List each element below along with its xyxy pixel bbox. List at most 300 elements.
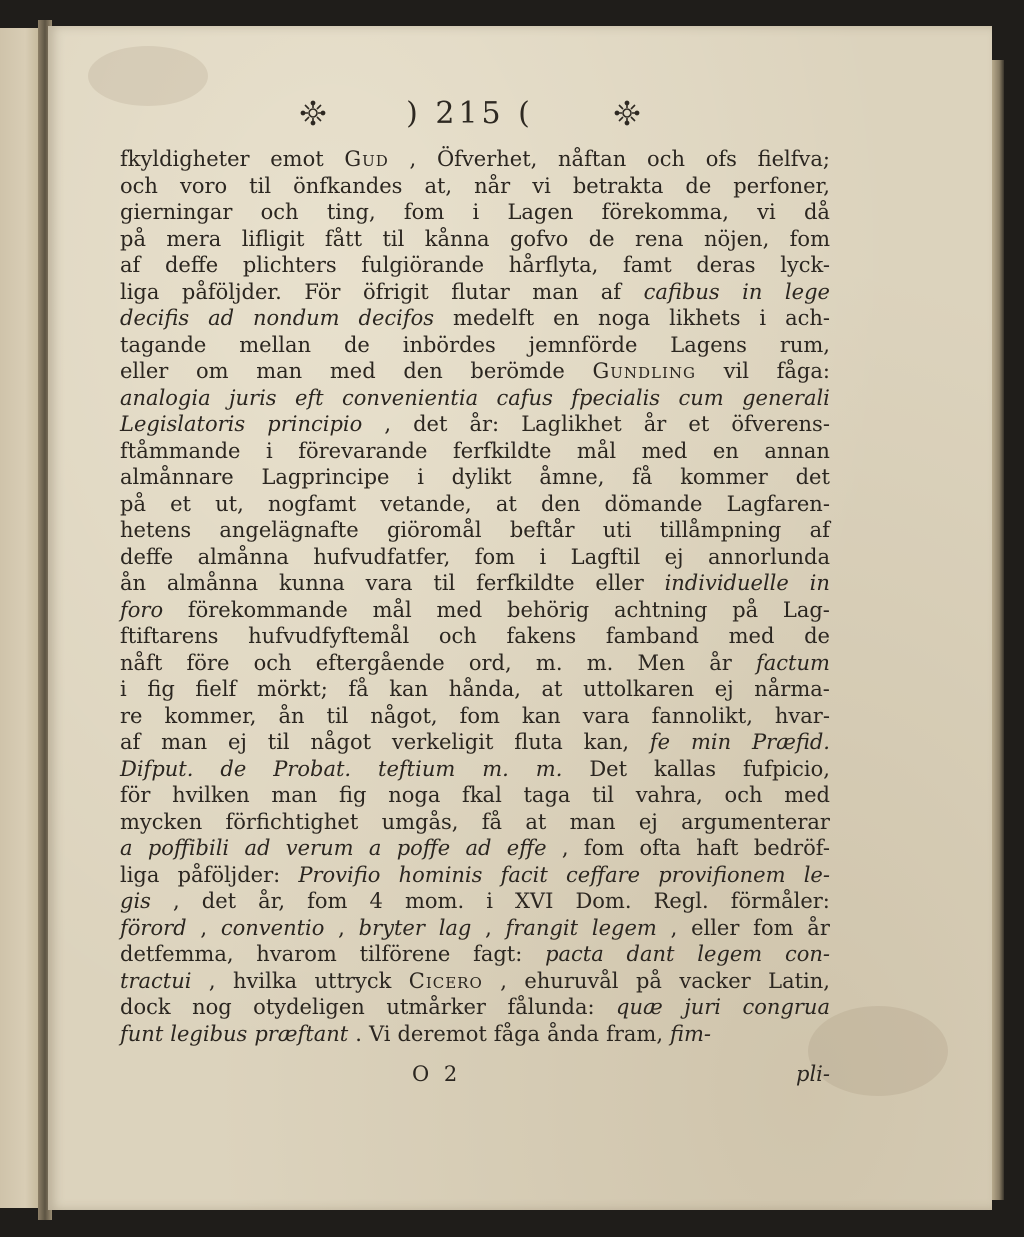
text-word: famt bbox=[623, 253, 672, 277]
text-word: ej bbox=[714, 677, 734, 701]
text-word: foro bbox=[120, 597, 164, 622]
text-word: vetande, bbox=[380, 491, 472, 516]
text-word: lege bbox=[784, 279, 830, 304]
text-word: hårflyta, bbox=[508, 253, 599, 277]
text-line bbox=[120, 782, 830, 809]
text-word: fannolikt, bbox=[651, 703, 753, 728]
text-line bbox=[120, 968, 830, 995]
text-word: ftåmmande bbox=[120, 438, 241, 463]
text-word: ord, bbox=[468, 650, 512, 675]
text-word: fagt: bbox=[473, 942, 523, 966]
text-word: ej bbox=[664, 544, 684, 569]
text-word: med bbox=[784, 783, 830, 807]
text-word: kan bbox=[389, 677, 429, 701]
text-word: legibus bbox=[170, 1021, 248, 1046]
text-word: et bbox=[688, 412, 710, 436]
text-line bbox=[120, 994, 830, 1021]
text-word: ofta bbox=[639, 836, 681, 860]
text-line bbox=[120, 491, 830, 518]
text-word: öfrigit bbox=[362, 279, 429, 304]
text-word: fom bbox=[753, 915, 794, 940]
text-word: juri bbox=[684, 995, 722, 1019]
text-word: mål bbox=[576, 438, 617, 463]
text-word: fe bbox=[649, 730, 671, 754]
text-word: Öfverhet, bbox=[436, 147, 538, 171]
signature-mark: O 2 bbox=[412, 1062, 462, 1086]
text-word: Lagen bbox=[507, 200, 574, 224]
text-word: i bbox=[472, 200, 480, 224]
text-word: Det bbox=[589, 756, 628, 781]
text-word: inbördes bbox=[402, 332, 496, 357]
text-line bbox=[120, 226, 830, 253]
text-word: påföljder: bbox=[177, 862, 281, 887]
text-line bbox=[120, 199, 830, 226]
text-word: Præfid. bbox=[751, 730, 830, 754]
text-word: in bbox=[809, 571, 830, 595]
text-word: och bbox=[438, 624, 477, 648]
text-word: det bbox=[795, 465, 830, 489]
text-word: och bbox=[253, 650, 292, 675]
text-word: Difput. bbox=[120, 756, 194, 781]
text-word: ach- bbox=[785, 306, 830, 330]
text-word: almånna bbox=[197, 544, 289, 569]
text-word: til bbox=[433, 571, 456, 595]
text-word: fom bbox=[307, 889, 348, 913]
text-word: ån bbox=[120, 571, 147, 595]
text-line bbox=[120, 835, 830, 862]
text-word: eftergående bbox=[315, 650, 445, 675]
text-word: utmårker bbox=[386, 995, 486, 1019]
text-word: kunna bbox=[278, 571, 345, 595]
text-word: uttolkaren bbox=[583, 677, 695, 701]
text-word: cum bbox=[678, 385, 724, 410]
text-word: lag bbox=[438, 915, 472, 940]
text-word: liga bbox=[120, 279, 160, 304]
text-word: gofvo bbox=[509, 226, 569, 251]
facing-page-edge bbox=[0, 28, 42, 1208]
text-word: likhets bbox=[669, 306, 741, 330]
text-word: fåga bbox=[493, 1021, 541, 1046]
text-word: Probat. bbox=[273, 756, 352, 781]
text-word: præftant bbox=[254, 1021, 349, 1046]
text-word: , bbox=[173, 889, 180, 913]
text-word: förevarande bbox=[298, 438, 428, 463]
text-word: funt bbox=[120, 1021, 164, 1046]
text-word: a bbox=[368, 836, 382, 860]
text-word: 4 bbox=[369, 889, 383, 913]
text-word: voro bbox=[179, 173, 228, 198]
text-word: , bbox=[200, 915, 208, 940]
text-word: i bbox=[120, 677, 127, 701]
text-word: legem bbox=[591, 915, 657, 940]
text-word: ceffare bbox=[566, 862, 641, 887]
text-word: når bbox=[474, 173, 511, 198]
text-word: factum bbox=[756, 650, 830, 675]
text-word: eller bbox=[120, 359, 169, 383]
text-word: vara bbox=[365, 571, 413, 595]
text-word: at bbox=[495, 491, 517, 516]
text-word: detfemma, bbox=[120, 942, 234, 966]
text-word: con- bbox=[784, 942, 830, 966]
text-line bbox=[120, 729, 830, 756]
text-word: perfoner, bbox=[733, 173, 830, 198]
text-word: , bbox=[409, 147, 417, 171]
text-word: fram, bbox=[606, 1021, 663, 1046]
text-word: m. bbox=[535, 650, 563, 675]
text-word: verkeligit bbox=[391, 730, 494, 754]
ornament-icon bbox=[614, 100, 640, 126]
text-word: achtning bbox=[613, 597, 708, 622]
text-word: principio bbox=[267, 412, 363, 436]
text-word: conventio bbox=[220, 915, 325, 940]
text-word: de bbox=[220, 756, 247, 781]
text-word: le- bbox=[803, 862, 830, 887]
text-word: vi bbox=[757, 200, 776, 224]
text-word: cafus bbox=[496, 385, 553, 410]
paper-stain bbox=[88, 46, 208, 106]
text-word: nöjen, bbox=[703, 226, 770, 251]
text-word: rum, bbox=[779, 332, 830, 357]
text-line bbox=[120, 517, 830, 544]
text-word: behörig bbox=[507, 597, 590, 622]
text-word: annorlunda bbox=[708, 544, 830, 569]
text-word: jemnförde bbox=[528, 332, 638, 357]
text-line bbox=[120, 809, 830, 836]
text-line bbox=[120, 623, 830, 650]
text-word: Lagftil bbox=[570, 544, 641, 569]
text-word: man bbox=[532, 279, 579, 304]
text-word: generali bbox=[742, 385, 830, 410]
text-word: önfkandes bbox=[293, 173, 403, 198]
text-word: giöromål bbox=[386, 518, 482, 542]
text-word: i bbox=[265, 438, 273, 463]
text-word: gis bbox=[120, 889, 151, 913]
text-word: at bbox=[541, 677, 563, 701]
text-word: tilförene bbox=[359, 942, 451, 966]
text-word: dömande bbox=[604, 491, 703, 516]
text-word: almånnare bbox=[120, 465, 234, 489]
text-word: förekomma, bbox=[601, 200, 729, 224]
text-word: mycken bbox=[120, 809, 203, 834]
text-word: de bbox=[588, 226, 615, 251]
text-word: til bbox=[267, 730, 290, 754]
text-word: af bbox=[600, 279, 622, 304]
text-word: på bbox=[732, 597, 759, 622]
text-line bbox=[120, 915, 830, 942]
text-word: i bbox=[417, 465, 424, 489]
text-word: vacker bbox=[679, 968, 751, 993]
text-word: med bbox=[329, 359, 376, 383]
text-line bbox=[120, 703, 830, 730]
text-word: teftium bbox=[378, 756, 456, 781]
text-word: provifionem bbox=[658, 862, 786, 887]
text-word: rena bbox=[635, 226, 684, 251]
text-word: med bbox=[641, 438, 688, 463]
text-word: om bbox=[196, 359, 229, 383]
text-word: decifos bbox=[358, 306, 435, 330]
text-word: få bbox=[632, 465, 653, 489]
text-word: taga bbox=[523, 783, 571, 807]
text-word: det bbox=[413, 412, 448, 436]
text-word: förekommande bbox=[187, 597, 348, 622]
text-word: bryter bbox=[358, 915, 425, 940]
text-word: congrua bbox=[742, 995, 830, 1019]
text-word: til bbox=[592, 783, 614, 807]
text-line bbox=[120, 888, 830, 915]
text-word: effe bbox=[506, 836, 547, 860]
text-word: fluta bbox=[514, 730, 563, 754]
text-line bbox=[120, 756, 830, 783]
text-line bbox=[120, 252, 830, 279]
text-word: nårma- bbox=[754, 677, 830, 701]
text-word: mera bbox=[166, 226, 222, 251]
text-word: kommer bbox=[680, 465, 768, 489]
text-word: deras bbox=[696, 253, 756, 277]
text-line bbox=[120, 146, 830, 173]
text-word: nog bbox=[192, 995, 232, 1019]
text-word: fulgiörande bbox=[361, 253, 485, 277]
text-word: fakens bbox=[506, 624, 577, 648]
text-word: kånna bbox=[424, 226, 490, 251]
text-word: ferfkildte bbox=[452, 438, 552, 463]
text-word: fim- bbox=[670, 1021, 712, 1046]
text-word: hvilka bbox=[233, 968, 298, 993]
text-word: kallas bbox=[654, 756, 716, 781]
text-line bbox=[120, 570, 830, 597]
text-word: medelft bbox=[453, 306, 535, 330]
text-word: , bbox=[208, 968, 216, 993]
text-word: något bbox=[310, 730, 372, 754]
text-word: år bbox=[643, 412, 667, 436]
text-word: eller bbox=[691, 915, 740, 940]
text-word: år, bbox=[258, 889, 286, 913]
text-word: något, bbox=[370, 703, 438, 728]
text-word: eller bbox=[595, 571, 644, 595]
page-footer bbox=[120, 1062, 830, 1090]
text-word: umgås, bbox=[381, 809, 459, 834]
text-word: med bbox=[436, 597, 483, 622]
text-word: til bbox=[249, 173, 272, 198]
text-word: noga bbox=[598, 306, 651, 330]
text-word: Lag- bbox=[782, 597, 830, 622]
text-line bbox=[120, 173, 830, 200]
text-word: mål bbox=[372, 597, 412, 622]
text-word: bedröf- bbox=[753, 836, 830, 860]
text-word: et bbox=[170, 491, 191, 516]
text-word: vil bbox=[723, 359, 749, 383]
text-line bbox=[120, 544, 830, 571]
text-word: För bbox=[304, 279, 341, 304]
text-word: hvilken bbox=[172, 783, 250, 807]
text-word: Men bbox=[637, 650, 685, 675]
text-word: fkal bbox=[462, 783, 502, 807]
text-word: man bbox=[271, 783, 318, 807]
text-word: hvarom bbox=[256, 942, 337, 966]
text-word: , bbox=[384, 412, 392, 436]
text-word: dant bbox=[626, 942, 675, 966]
text-word: kan, bbox=[583, 730, 630, 754]
text-word: på bbox=[120, 226, 146, 251]
catchword: pli- bbox=[796, 1062, 830, 1086]
text-line bbox=[120, 650, 830, 677]
text-word: af bbox=[120, 730, 141, 754]
text-word: fom bbox=[459, 703, 500, 728]
text-word: ting, bbox=[326, 200, 376, 224]
text-word: vi bbox=[532, 173, 551, 198]
text-word: dock bbox=[120, 995, 171, 1019]
text-line bbox=[120, 464, 830, 491]
text-word: år bbox=[709, 650, 732, 675]
text-word: och bbox=[120, 173, 158, 198]
text-word: förmåler: bbox=[730, 889, 830, 913]
text-word: få bbox=[481, 809, 503, 834]
text-word: , bbox=[485, 915, 492, 940]
ornament-icon bbox=[300, 100, 326, 126]
text-word: , bbox=[338, 915, 345, 940]
text-word: mom. bbox=[404, 889, 465, 913]
text-word: i bbox=[486, 889, 493, 913]
text-word: hetens bbox=[120, 518, 192, 542]
text-word: liga bbox=[120, 862, 160, 887]
page-edge bbox=[992, 60, 1004, 1200]
text-word: förord bbox=[120, 915, 187, 940]
text-word: påföljder. bbox=[181, 279, 282, 304]
text-word: fom bbox=[474, 544, 516, 569]
text-word: på bbox=[635, 968, 662, 993]
text-word: i bbox=[759, 306, 767, 330]
text-word: til bbox=[382, 226, 405, 251]
text-word: Provifio bbox=[298, 862, 381, 887]
text-word: legem bbox=[697, 942, 763, 966]
text-word: at bbox=[525, 809, 547, 834]
text-word: Regl. bbox=[653, 889, 709, 913]
text-line bbox=[120, 332, 830, 359]
text-word: uttryck bbox=[314, 968, 392, 993]
text-word: convenientia bbox=[342, 385, 479, 410]
text-word: kan bbox=[521, 703, 561, 728]
text-word: , bbox=[670, 915, 678, 940]
text-word: före bbox=[186, 650, 230, 675]
text-word: analogia bbox=[120, 385, 211, 410]
text-word: fig bbox=[147, 677, 175, 701]
text-word: facit bbox=[500, 862, 548, 887]
text-word: få bbox=[348, 677, 369, 701]
text-word: tillåmpning bbox=[659, 518, 782, 542]
text-word: tagande bbox=[120, 332, 207, 357]
text-word: ej bbox=[638, 809, 658, 834]
text-word: , bbox=[561, 836, 569, 860]
text-word: de bbox=[343, 332, 370, 357]
text-word: fom bbox=[403, 200, 445, 224]
text-word: almånna bbox=[166, 571, 259, 595]
text-word: ånda bbox=[547, 1021, 600, 1046]
text-word: , bbox=[500, 968, 507, 993]
text-word: ån bbox=[278, 703, 305, 728]
text-word: mörkt; bbox=[256, 677, 328, 701]
text-word: XVI bbox=[514, 889, 554, 913]
text-word: re bbox=[120, 703, 143, 728]
text-word: min bbox=[690, 730, 732, 754]
text-word: ad bbox=[465, 836, 492, 860]
text-word: til bbox=[326, 703, 349, 728]
text-word: Lagprincipe bbox=[261, 465, 390, 489]
text-word: at, bbox=[424, 173, 453, 198]
text-word: fpecialis bbox=[571, 385, 661, 410]
text-word: nåftan bbox=[558, 147, 627, 171]
text-word: Latin, bbox=[768, 968, 830, 993]
text-word: ferfkildte bbox=[476, 571, 575, 595]
text-word: ej bbox=[227, 730, 247, 754]
text-word: man bbox=[161, 730, 208, 754]
text-word: frangit bbox=[505, 915, 579, 940]
page-number: ) 215 ( bbox=[406, 95, 534, 131]
text-word: man bbox=[256, 359, 303, 383]
text-word: vahra, bbox=[635, 783, 703, 807]
text-word: quæ bbox=[616, 995, 663, 1019]
text-word: fom bbox=[583, 836, 625, 860]
text-word: famband bbox=[605, 624, 699, 648]
text-word: individuelle bbox=[664, 571, 789, 595]
text-line bbox=[120, 597, 830, 624]
text-word: fufpicio, bbox=[742, 756, 830, 781]
text-word: en bbox=[553, 306, 580, 330]
text-line bbox=[120, 385, 830, 412]
text-word: noga bbox=[388, 783, 441, 807]
text-word: hånda, bbox=[448, 677, 521, 701]
text-word: beftår bbox=[509, 518, 575, 542]
text-word: m. bbox=[535, 756, 563, 781]
text-word: m. bbox=[482, 756, 509, 781]
text-word: hufvudfatfer, bbox=[313, 544, 451, 569]
text-word: deffe bbox=[164, 253, 219, 277]
text-word: flutar bbox=[451, 279, 510, 304]
text-word: af bbox=[809, 518, 830, 542]
text-word: uti bbox=[602, 518, 632, 542]
text-word: deffe bbox=[120, 544, 174, 569]
text-word: fkyldigheter bbox=[120, 147, 250, 171]
text-word: ut, bbox=[215, 491, 244, 516]
text-word: hominis bbox=[398, 862, 483, 887]
text-word: . bbox=[355, 1021, 362, 1046]
text-word: på bbox=[120, 491, 146, 516]
text-word: hufvudfyftemål bbox=[248, 624, 410, 648]
text-word: argumenterar bbox=[681, 809, 830, 834]
text-word: lifligit bbox=[241, 226, 305, 251]
text-word: kommer, bbox=[164, 703, 257, 728]
body-text bbox=[120, 146, 830, 1047]
text-word: och bbox=[724, 783, 763, 807]
text-word: den bbox=[403, 359, 443, 383]
text-word: verum bbox=[285, 836, 354, 860]
text-word: nondum bbox=[253, 306, 340, 330]
text-word: åmne, bbox=[539, 465, 605, 489]
text-line bbox=[120, 1021, 830, 1048]
text-word: dylikt bbox=[451, 465, 512, 489]
text-word: vara bbox=[582, 703, 630, 728]
text-line bbox=[120, 305, 830, 332]
running-header bbox=[300, 88, 640, 138]
text-word: de bbox=[804, 624, 830, 648]
text-word: och bbox=[260, 200, 299, 224]
text-word: Cicero bbox=[408, 968, 483, 993]
text-word: ftiftarens bbox=[120, 624, 219, 648]
text-word: annan bbox=[764, 438, 830, 463]
text-line bbox=[120, 279, 830, 306]
text-word: emot bbox=[270, 147, 324, 171]
text-word: år: bbox=[469, 412, 500, 436]
text-word: poffe bbox=[396, 836, 451, 860]
text-word: fig bbox=[339, 783, 367, 807]
